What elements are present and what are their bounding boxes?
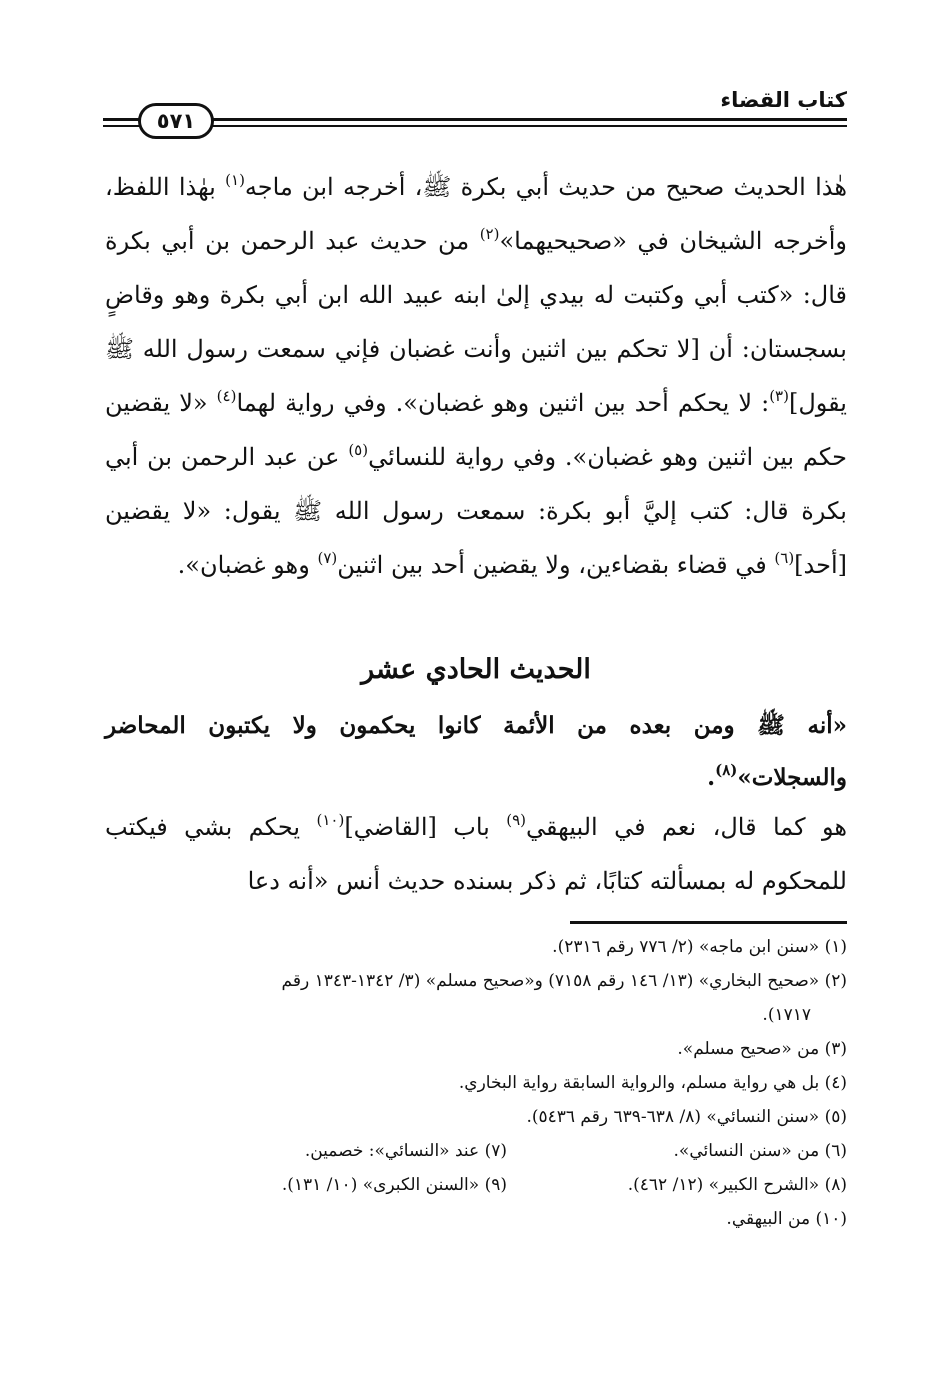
body-paragraph-1 <box>105 160 847 646</box>
text-run: يحكم بشي فيكتب للمحكوم له بمسألته كتابًا، ثم ذكر بسنده حديث أنس «أنه دعا <box>105 813 847 895</box>
footnote-10: (١٠) من البيهقي. <box>726 1209 847 1229</box>
footnote-ref-2[interactable]: (٢) <box>479 225 500 243</box>
footnote-ref-9[interactable]: (٩) <box>506 811 527 829</box>
footnote-2-continued: ١٧١٧). <box>762 1005 811 1025</box>
section-subtitle <box>105 700 847 804</box>
footnote-ref-4[interactable]: (٤) <box>216 387 237 405</box>
header-rule-left <box>103 118 143 121</box>
footnote-row <box>105 1134 847 1168</box>
text-run: «لا يقضين حكم بين اثنين وهو غضبان». وفي رواية للنسائي <box>105 389 847 471</box>
text-run: باب [القاضي] <box>344 813 490 841</box>
footnote-ref-5[interactable]: (٥) <box>348 441 369 459</box>
footnote-5: (٥) «سنن النسائي» (٨/ ٦٣٨-٦٣٩ رقم ٥٤٣٦). <box>526 1107 847 1127</box>
text-run: عن عبد الرحمن بن أبي بكرة قال: كتب إليَّ أبو بكرة: سمعت رسول الله ﷺ يقول: «لا يقضين [أحد] <box>105 443 847 579</box>
footnote-4: (٤) بل هي رواية مسلم، والرواية السابقة رواية البخاري. <box>458 1073 847 1093</box>
footnote-6: (٦) من «سنن النسائي». <box>673 1141 847 1161</box>
text-run: هٰذا الحديث صحيح من حديث أبي بكرة ﷺ، أخرجه ابن ماجه <box>244 173 847 201</box>
body-paragraph-2 <box>105 800 847 910</box>
page-number <box>138 103 214 139</box>
subtitle-end: . <box>707 764 716 791</box>
subtitle-text: «أنه ﷺ ومن بعده من الأئمة كانوا يحكمون ولا يكتبون المحاضر والسجلات» <box>105 712 847 791</box>
footnote-9: (٩) «السنن الكبرى» (١٠/ ١٣١). <box>281 1175 507 1195</box>
text-run: هو كما قال، نعم في البيهقي <box>526 813 848 841</box>
footnote-ref-3[interactable]: (٣) <box>769 387 789 405</box>
header-rule-left-thin <box>103 125 143 127</box>
header-rule <box>210 118 847 121</box>
footnote-7: (٧) عند «النسائي»: خصمين. <box>304 1141 507 1161</box>
footnote-separator <box>570 921 847 924</box>
footnote-ref-10[interactable]: (١٠) <box>316 811 345 829</box>
footnote-ref-6[interactable]: (٦) <box>774 549 795 567</box>
footnote-ref-8[interactable]: (٨) <box>715 761 738 779</box>
footnotes <box>105 930 847 1236</box>
text-run: في قضاء بقضاءين، ولا يقضين أحد بين اثنين <box>337 551 767 579</box>
footnote-2: (٢) «صحيح البخاري» (١٣/ ١٤٦ رقم ٧١٥٨) و«صحيح مسلم» (٣/ ١٣٤٢-١٣٤٣ رقم <box>281 971 847 991</box>
footnote-1: (١) «سنن ابن ماجه» (٢/ ٧٧٦ رقم ٢٣١٦). <box>552 937 847 957</box>
text-run: من حديث عبد الرحمن بن أبي بكرة قال: «كتب أبي وكتبت له بيدي إلىٰ ابنه عبيد الله ابن أبي بكرة وهو وقاضٍ بسجستان: أن [لا تحكم بين اثنين وأنت غضبان فإني سمعت رسول الله ﷺ يقول] <box>105 227 847 417</box>
header-rule-thin <box>210 125 847 127</box>
footnote-3: (٣) من «صحيح مسلم». <box>677 1039 847 1059</box>
running-header-title: كتاب القضاء <box>720 88 847 112</box>
text-run: بهٰذا اللفظ، وأخرجه الشيخان في «صحيحيهما» <box>105 173 847 255</box>
section-title: الحديث الحادي عشر <box>361 654 591 685</box>
footnote-row <box>105 1168 847 1202</box>
footnote-ref-1[interactable]: (١) <box>225 171 245 189</box>
page-number-text: ٥٧١ <box>156 109 196 133</box>
text-run: وهو غضبان». <box>177 551 310 579</box>
footnote-ref-7[interactable]: (٧) <box>317 549 338 567</box>
text-run: : لا يحكم أحد بين اثنين وهو غضبان». وفي رواية لهما <box>236 389 770 417</box>
footnote-8: (٨) «الشرح الكبير» (١٢/ ٤٦٢). <box>627 1175 847 1195</box>
